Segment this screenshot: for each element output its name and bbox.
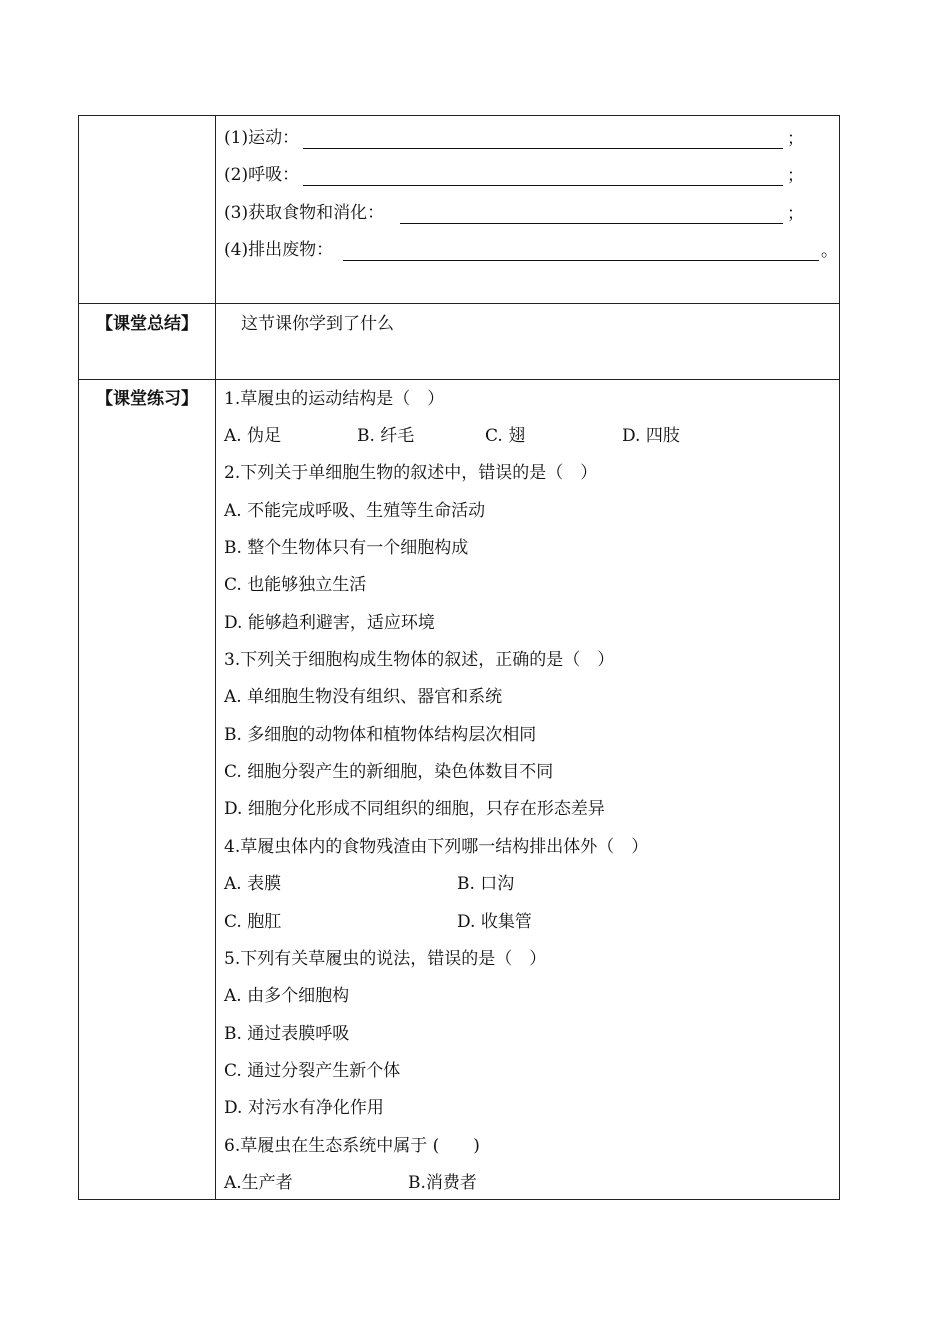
q1-stem: 1.草履虫的运动结构是（ ） xyxy=(224,389,445,409)
q5-option-a: A. 由多个细胞构 xyxy=(224,986,350,1006)
q6-stem: 6.草履虫在生态系统中属于 ( ) xyxy=(224,1136,480,1156)
fill-item-3-label: (3)获取食物和消化： xyxy=(224,203,385,223)
q6-option-a: A.生产者 xyxy=(224,1173,293,1193)
q5-option-c: C. 通过分裂产生新个体 xyxy=(224,1061,401,1081)
q4-option-a: A. 表膜 xyxy=(224,874,282,894)
fill-item-4-blank[interactable] xyxy=(343,260,819,261)
fill-item-2-label: (2)呼吸： xyxy=(224,165,300,185)
q2-option-d: D. 能够趋利避害，适应环境 xyxy=(224,613,435,633)
row-divider xyxy=(79,303,839,304)
q2-stem: 2.下列关于单细胞生物的叙述中，错误的是（ ） xyxy=(224,463,598,483)
summary-label: 【课堂总结】 xyxy=(96,314,198,334)
fill-item-2-end: ； xyxy=(787,166,804,186)
q3-option-d: D. 细胞分化形成不同组织的细胞，只存在形态差异 xyxy=(224,799,605,819)
summary-prompt: 这节课你学到了什么 xyxy=(241,314,394,334)
fill-item-3-end: ； xyxy=(787,204,804,224)
q2-option-a: A. 不能完成呼吸、生殖等生命活动 xyxy=(224,501,486,521)
q6-option-b: B.消费者 xyxy=(408,1173,477,1193)
q2-option-b: B. 整个生物体只有一个细胞构成 xyxy=(224,538,469,558)
q4-stem: 4.草履虫体内的食物残渣由下列哪一结构排出体外（ ） xyxy=(224,837,649,857)
fill-item-1-end: ； xyxy=(787,129,804,149)
q3-option-a: A. 单细胞生物没有组织、器官和系统 xyxy=(224,687,503,707)
q4-option-c: C. 胞肛 xyxy=(224,912,282,932)
q5-stem: 5.下列有关草履虫的说法，错误的是（ ） xyxy=(224,949,547,969)
q5-option-b: B. 通过表膜呼吸 xyxy=(224,1024,350,1044)
fill-item-1-label: (1)运动： xyxy=(224,128,300,148)
fill-item-4-end: 。 xyxy=(821,241,838,261)
q1-option-d: D. 四肢 xyxy=(622,426,680,446)
row-divider xyxy=(79,379,839,380)
practice-label: 【课堂练习】 xyxy=(96,389,198,409)
column-divider xyxy=(215,116,216,1199)
q4-option-d: D. 收集管 xyxy=(457,912,532,932)
fill-item-2-blank[interactable] xyxy=(303,185,783,186)
q4-option-b: B. 口沟 xyxy=(457,874,515,894)
fill-item-4-label: (4)排出废物： xyxy=(224,240,334,260)
q2-option-c: C. 也能够独立生活 xyxy=(224,575,367,595)
q1-option-a: A. 伪足 xyxy=(224,426,282,446)
q5-option-d: D. 对污水有净化作用 xyxy=(224,1098,384,1118)
worksheet-table xyxy=(78,115,840,1200)
q3-stem: 3.下列关于细胞构成生物体的叙述，正确的是（ ） xyxy=(224,650,615,670)
q1-option-c: C. 翅 xyxy=(485,426,526,446)
q1-option-b: B. 纤毛 xyxy=(357,426,415,446)
q3-option-b: B. 多细胞的动物体和植物体结构层次相同 xyxy=(224,725,537,745)
q3-option-c: C. 细胞分裂产生的新细胞，染色体数目不同 xyxy=(224,762,554,782)
fill-item-1-blank[interactable] xyxy=(303,148,783,149)
fill-item-3-blank[interactable] xyxy=(400,223,783,224)
